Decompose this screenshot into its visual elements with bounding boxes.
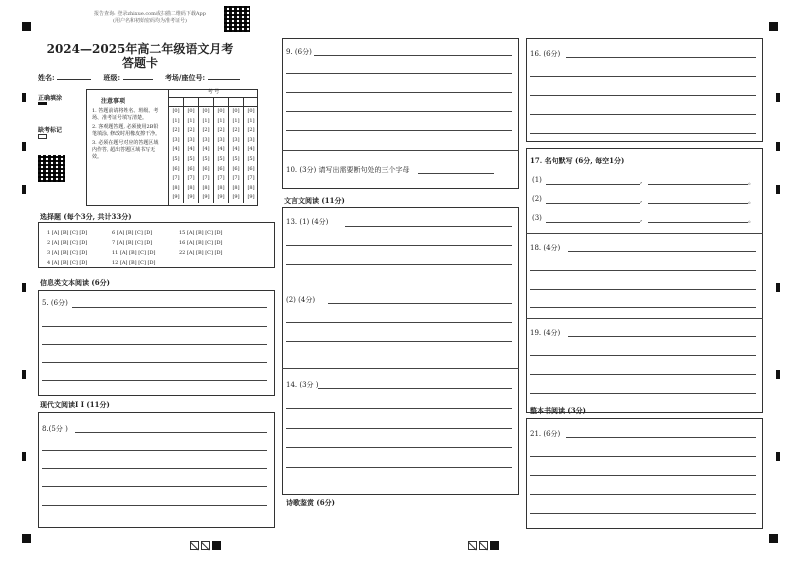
modern-reading-title: 现代文阅读Ⅰ Ⅰ (11分)	[40, 400, 110, 409]
exam-id-bubble[interactable]: [9]	[232, 194, 240, 201]
exam-id-bubble[interactable]: [7]	[217, 175, 225, 182]
page-marker-right	[468, 535, 499, 554]
exam-id-bubble[interactable]: [7]	[202, 175, 210, 182]
timing-mark	[776, 93, 780, 102]
answer-line	[42, 450, 267, 451]
choice-row[interactable]: 1 [A] [B] [C] [D]	[47, 230, 88, 236]
exam-id-bubble[interactable]: [2]	[187, 127, 195, 134]
answer-line	[314, 55, 512, 56]
seat-field[interactable]	[208, 79, 240, 80]
answer-line[interactable]	[648, 222, 748, 223]
exam-id-bubble[interactable]: [2]	[247, 127, 255, 134]
choice-col-1	[47, 228, 87, 268]
notice-list	[92, 108, 162, 161]
answer-line	[530, 374, 756, 375]
correct-fill-sample	[38, 102, 47, 105]
answer-line	[530, 494, 756, 495]
exam-id-bubble[interactable]: [0]	[187, 108, 195, 114]
box-divider	[526, 318, 763, 319]
choice-row[interactable]: 22 [A] [B] [C] [D]	[179, 250, 223, 256]
exam-id-column[interactable]	[199, 107, 214, 203]
exam-id-bubble[interactable]: [8]	[202, 184, 210, 191]
exam-id-bubble[interactable]: [3]	[187, 136, 195, 143]
exam-id-bubble[interactable]: [9]	[187, 194, 195, 201]
report-notice-line1: 报告查询: 登录zhixue.com或扫描二维码下载App	[94, 11, 206, 17]
corner-mark-bl	[22, 534, 31, 543]
timing-mark	[776, 283, 780, 292]
answer-line	[286, 92, 512, 93]
answer-line	[286, 428, 512, 429]
exam-id-bubble[interactable]: [7]	[172, 175, 180, 182]
notice-item: 3. 必须在题号对应的答题区域内作答, 超出答题区域书写无效。	[92, 140, 159, 160]
q16-answer-box[interactable]	[526, 38, 763, 142]
choice-answer-box[interactable]	[38, 222, 275, 268]
absent-mark-label: 缺考标记	[38, 127, 63, 134]
answer-line	[530, 270, 756, 271]
choice-row[interactable]: 7 [A] [B] [C] [D]	[112, 240, 153, 246]
comma: ,	[640, 215, 643, 223]
exam-id-bubble[interactable]: [3]	[247, 136, 255, 143]
exam-id-columns[interactable]	[169, 107, 258, 203]
q18-label: 18. (4分)	[530, 244, 561, 252]
notice-title: 注意事项	[101, 98, 126, 105]
answer-line[interactable]	[648, 184, 748, 185]
choice-row[interactable]: 3 [A] [B] [C] [D]	[47, 250, 88, 256]
timing-mark	[22, 283, 26, 292]
exam-id-bubble[interactable]: [6]	[202, 165, 210, 172]
q19-label: 19. (4分)	[530, 329, 561, 337]
exam-id-column[interactable]	[184, 107, 199, 203]
exam-id-bubble[interactable]: [3]	[172, 136, 180, 143]
exam-id-bubble[interactable]: [6]	[232, 165, 240, 172]
notice-item: 2. 客观题答题, 必须使用2B铅笔填涂, 修改时用橡皮擦干净。	[92, 124, 161, 137]
exam-id-bubble[interactable]: [4]	[202, 146, 210, 153]
exam-id-bubble[interactable]: [5]	[232, 155, 240, 162]
answer-line	[42, 326, 267, 327]
timing-mark	[22, 452, 26, 461]
exam-id-bubble[interactable]: [2]	[172, 127, 180, 134]
answer-line	[530, 289, 756, 290]
answer-line	[286, 245, 512, 246]
choice-row[interactable]: 15 [A] [B] [C] [D]	[179, 230, 223, 236]
timing-mark	[22, 370, 26, 379]
answer-line	[42, 468, 267, 469]
exam-id-bubble[interactable]: [3]	[217, 136, 225, 143]
answer-line	[42, 362, 267, 363]
exam-id-bubble[interactable]: [7]	[247, 175, 255, 182]
exam-id-bubble[interactable]: [9]	[247, 194, 255, 201]
exam-id-bubble[interactable]: [2]	[232, 127, 240, 134]
comma: ,	[640, 196, 643, 204]
answer-line	[286, 322, 512, 323]
corner-mark-tr	[769, 22, 778, 31]
answer-line	[530, 513, 756, 514]
exam-id-bubble[interactable]: [1]	[172, 117, 180, 124]
exam-id-bubble[interactable]: [3]	[202, 136, 210, 143]
choice-section-title: 选择题 (每个3分, 共计33分)	[40, 212, 132, 221]
exam-id-bubble[interactable]: [4]	[247, 146, 255, 153]
answer-line[interactable]	[546, 222, 640, 223]
exam-id-bubble[interactable]: [5]	[202, 155, 210, 162]
answer-line	[286, 130, 512, 131]
answer-line[interactable]	[648, 203, 748, 204]
exam-id-bubble[interactable]: [2]	[202, 127, 210, 134]
answer-line	[530, 76, 756, 77]
report-qr-code	[224, 6, 250, 32]
q5-label: 5. (6分)	[42, 299, 68, 307]
exam-id-bubble[interactable]: [8]	[232, 184, 240, 191]
exam-id-bubble[interactable]: [7]	[187, 175, 195, 182]
answer-line	[286, 111, 512, 112]
choice-col-2	[112, 228, 155, 268]
q13-1-label: 13. (1) (4分)	[286, 218, 329, 226]
choice-row[interactable]: 4 [A] [B] [C] [D]	[47, 260, 88, 266]
answer-line	[286, 447, 512, 448]
exam-id-bubble[interactable]: [6]	[187, 165, 195, 172]
period: 。	[748, 178, 755, 186]
q17-1-label: (1)	[532, 176, 542, 184]
exam-id-bubble[interactable]: [9]	[202, 194, 210, 201]
timing-mark	[776, 452, 780, 461]
answer-line	[530, 133, 756, 134]
choice-col-3	[179, 228, 222, 258]
exam-id-column[interactable]	[214, 107, 229, 203]
answer-line	[568, 251, 756, 252]
answer-line	[530, 114, 756, 115]
class-field[interactable]	[123, 79, 153, 80]
answer-line	[568, 336, 756, 337]
timing-mark	[22, 93, 26, 102]
timing-mark	[776, 142, 780, 151]
student-qr-code	[38, 155, 65, 182]
exam-id-bubble[interactable]: [1]	[247, 117, 255, 124]
exam-id-bubble[interactable]: [7]	[232, 175, 240, 182]
exam-id-bubble[interactable]: [9]	[172, 194, 180, 201]
answer-line[interactable]	[546, 203, 640, 204]
answer-line	[530, 355, 756, 356]
exam-id-bubble[interactable]: [0]	[232, 108, 240, 114]
exam-id-bubble[interactable]: [8]	[247, 184, 255, 191]
answer-line	[530, 393, 756, 394]
exam-id-column[interactable]	[244, 107, 258, 203]
exam-id-bubble[interactable]: [9]	[217, 194, 225, 201]
exam-id-grid	[168, 89, 258, 206]
q10-label: 10. (3分) 请写出需要断句处的三个字母	[286, 166, 410, 174]
q13-2-label: (2) (4分)	[286, 296, 316, 304]
timing-mark	[22, 185, 26, 194]
exam-id-bubble[interactable]: [4]	[232, 146, 240, 153]
answer-line	[72, 307, 267, 308]
q14-label: 14. (3分 )	[286, 381, 319, 389]
choice-row[interactable]: 12 [A] [B] [C] [D]	[112, 260, 156, 266]
exam-id-bubble[interactable]: [6]	[217, 165, 225, 172]
report-notice	[80, 11, 220, 25]
page-marker-left	[190, 535, 221, 554]
notice-item: 1. 答题前请将姓名、班级、考场、准考证号填写清楚。	[92, 108, 159, 121]
name-label: 姓名:	[38, 73, 55, 82]
seat-label: 考场/座位号:	[164, 73, 206, 82]
choice-row[interactable]: 16 [A] [B] [C] [D]	[179, 240, 223, 246]
exam-id-bubble[interactable]: [5]	[217, 155, 225, 162]
timing-mark	[776, 370, 780, 379]
card-title: 答题卡	[121, 56, 158, 70]
exam-id-bubble[interactable]: [8]	[172, 184, 180, 191]
answer-line	[75, 432, 267, 433]
q21-label: 21. (6分)	[530, 430, 561, 438]
exam-id-bubble[interactable]: [4]	[187, 146, 195, 153]
comma: ,	[640, 177, 643, 185]
period: 。	[748, 216, 755, 224]
exam-id-bubble[interactable]: [6]	[247, 165, 255, 172]
student-info	[38, 73, 240, 83]
famous-lines-title: 17. 名句默写 (6分, 每空1分)	[530, 156, 625, 165]
answer-line	[530, 475, 756, 476]
answer-line	[530, 456, 756, 457]
answer-line	[286, 73, 512, 74]
period: 。	[748, 197, 755, 205]
choice-row[interactable]: 6 [A] [B] [C] [D]	[112, 230, 153, 236]
answer-line	[530, 307, 756, 308]
timing-mark	[22, 142, 26, 151]
exam-id-bubble[interactable]: [6]	[172, 165, 180, 172]
answer-line	[42, 486, 267, 487]
corner-mark-tl	[22, 22, 31, 31]
answer-line	[286, 467, 512, 468]
exam-id-bubble[interactable]: [8]	[187, 184, 195, 191]
class-label: 班级:	[103, 73, 121, 82]
exam-id-bubble[interactable]: [5]	[187, 155, 195, 162]
exam-id-bubble[interactable]: [8]	[217, 184, 225, 191]
exam-id-bubble[interactable]: [1]	[217, 117, 225, 124]
answer-line	[286, 408, 512, 409]
exam-id-bubble[interactable]: [4]	[217, 146, 225, 153]
corner-mark-br	[769, 534, 778, 543]
whole-book-title: 整本书阅读 (3分)	[530, 406, 586, 415]
q17-3-label: (3)	[532, 214, 542, 222]
q8-label: 8.(5分 )	[42, 425, 68, 433]
info-reading-title: 信息类文本阅读 (6分)	[40, 278, 110, 287]
exam-id-label: 考 号	[169, 89, 258, 98]
exam-id-bubble[interactable]: [0]	[202, 108, 210, 114]
exam-id-column[interactable]	[229, 107, 244, 203]
exam-id-bubble[interactable]: [1]	[202, 117, 210, 124]
exam-id-bubble[interactable]: [2]	[217, 127, 225, 134]
exam-id-bubble[interactable]: [1]	[232, 117, 240, 124]
q13-q14-answer-box[interactable]	[282, 207, 519, 495]
exam-id-bubble[interactable]: [4]	[172, 146, 180, 153]
answer-line	[286, 264, 512, 265]
exam-id-bubble[interactable]: [1]	[187, 117, 195, 124]
exam-id-bubble[interactable]: [0]	[247, 108, 255, 114]
box-divider	[526, 233, 763, 234]
answer-line	[42, 505, 267, 506]
answer-line	[566, 437, 756, 438]
answer-line	[286, 341, 512, 342]
absent-mark-box[interactable]	[38, 134, 47, 139]
q9-label: 9. (6分)	[286, 48, 312, 56]
exam-id-bubble[interactable]: [5]	[172, 155, 180, 162]
exam-title: 2024—2025年高二年级语文月考	[46, 42, 234, 56]
answer-line	[42, 344, 267, 345]
report-notice-line2: (用户名和初始密码均为准考证号)	[113, 18, 187, 24]
answer-line	[530, 95, 756, 96]
answer-line	[318, 388, 512, 389]
box-divider	[282, 150, 519, 151]
answer-line	[418, 173, 494, 174]
poetry-section-title: 诗歌鉴赏 (6分)	[286, 498, 335, 507]
answer-line	[345, 226, 512, 227]
name-field[interactable]	[57, 79, 91, 80]
correct-fill-label: 正确填涂	[38, 95, 63, 102]
box-divider	[282, 368, 519, 369]
timing-mark	[776, 185, 780, 194]
answer-line	[566, 57, 756, 58]
answer-line	[328, 303, 512, 304]
classical-reading-title: 文言文阅读 (11分)	[284, 196, 345, 205]
exam-id-bubble[interactable]: [0]	[172, 108, 180, 114]
answer-line[interactable]	[546, 184, 640, 185]
answer-line	[42, 380, 267, 381]
exam-id-bubble[interactable]: [3]	[232, 136, 240, 143]
q17-2-label: (2)	[532, 195, 542, 203]
q8-answer-box[interactable]	[38, 412, 275, 528]
exam-id-write-row[interactable]	[169, 98, 258, 107]
choice-row[interactable]: 2 [A] [B] [C] [D]	[47, 240, 88, 246]
exam-id-bubble[interactable]: [5]	[247, 155, 255, 162]
exam-id-column[interactable]	[169, 107, 184, 203]
choice-row[interactable]: 11 [A] [B] [C] [D]	[112, 250, 156, 256]
q16-label: 16. (6分)	[530, 50, 561, 58]
exam-id-bubble[interactable]: [0]	[217, 108, 225, 114]
